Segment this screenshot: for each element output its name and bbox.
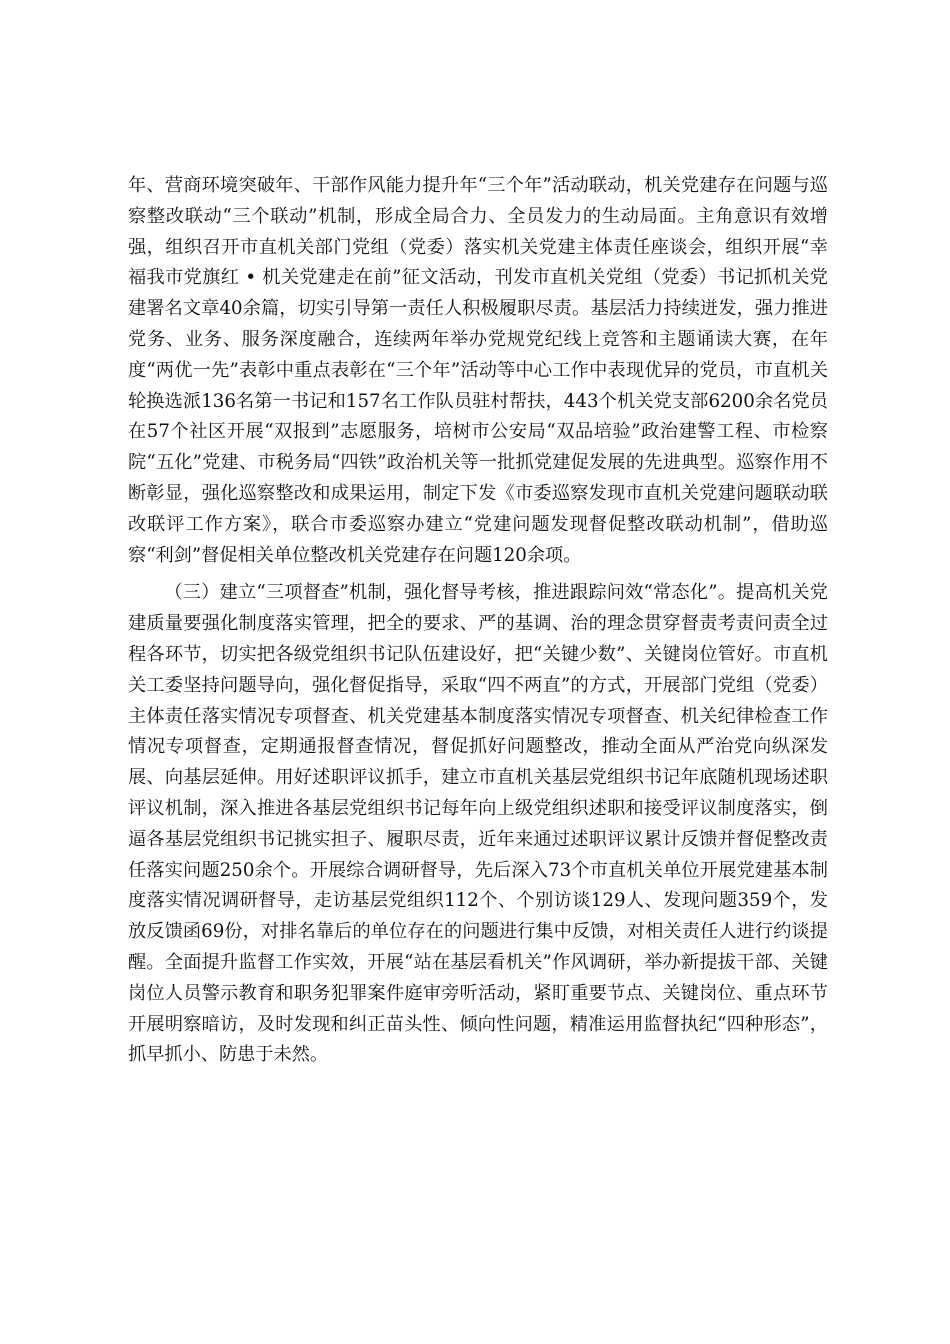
paragraph-continuation: 年、营商环境突破年、干部作风能力提升年“三个年”活动联动，机关党建存在问题与巡察整改联动“三个联动”机制，形成全局合力、全员发力的生动局面。主角意识有效增强，组织召开市直机关部门党组（党委）落实机关党建主体责任座谈会，组织开展“幸福我市党旗红 • 机关党建走在前”征文活动，刊发市直机关党组（党委）书记抓机关党建署名文章40余篇，切实引导第一责任人积极履职尽责。基层活力持续迸发，强力推进党务、业务、服务深度融合，连续两年举办党规党纪线上竞答和主题诵读大赛，在年度“两优一先”表彰中重点表彰在“三个年”活动等中心工作中表现优异的党员，市直机关轮换选派136名第一书记和157名工作队员驻村帮扶，443个机关党支部6200余名党员在57个社区开展“双报到”志愿服务，培树市公安局“双品培验”政治建警工程、市检察院“五化”党建、市税务局“四铁”政治机关等一批抓党建促发展的先进典型。巡察作用不断彰显，强化巡察整改和成果运用，制定下发《市委巡察发现市直机关党建问题联动联改联评工作方案》，联合市委巡察办建立“党建问题发现督促整改联动机制”，借助巡察“利剑”督促相关单位整改机关党建存在问题120余项。 bbox=[128, 175, 828, 566]
document-page bbox=[128, 171, 828, 1071]
paragraph-section-three: （三）建立“三项督查”机制，强化督导考核，推进跟踪问效“常态化”。提高机关党建质量要强化制度落实管理，把全的要求、严的基调、治的理念贯穿督责考责问责全过程各环节，切实把各级党组织书记队伍建设好，把“关键少数”、关键岗位管好。市直机关工委坚持问题导向，强化督促指导，采取“四不两直”的方式，开展部门党组（党委）主体责任落实情况专项督查、机关党建基本制度落实情况专项督查、机关纪律检查工作情况专项督查，定期通报督查情况，督促抓好问题整改，推动全面从严治党向纵深发展、向基层延伸。用好述职评议抓手，建立市直机关基层党组织书记年底随机现场述职评议机制，深入推进各基层党组织书记每年向上级党组织述职和接受评议制度落实，倒逼各基层党组织书记挑实担子、履职尽责，近年来通过述职评议累计反馈并督促整改责任落实问题250余个。开展综合调研督导，先后深入73个市直机关单位开展党建基本制度落实情况调研督导，走访基层党组织112个、个别访谈129人、发现问题359个，发放反馈函69份，对排名靠后的单位存在的问题进行集中反馈，对相关责任人进行约谈提醒。全面提升监督工作实效，开展“站在基层看机关”作风调研，举办新提拔干部、关键岗位人员警示教育和职务犯罪案件庭审旁听活动，紧盯重要节点、关键岗位、重点环节开展明察暗访，及时发现和纠正苗头性、倾向性问题，精准运用监督执纪“四种形态”，抓早抓小、防患于未然。 bbox=[128, 582, 828, 1066]
